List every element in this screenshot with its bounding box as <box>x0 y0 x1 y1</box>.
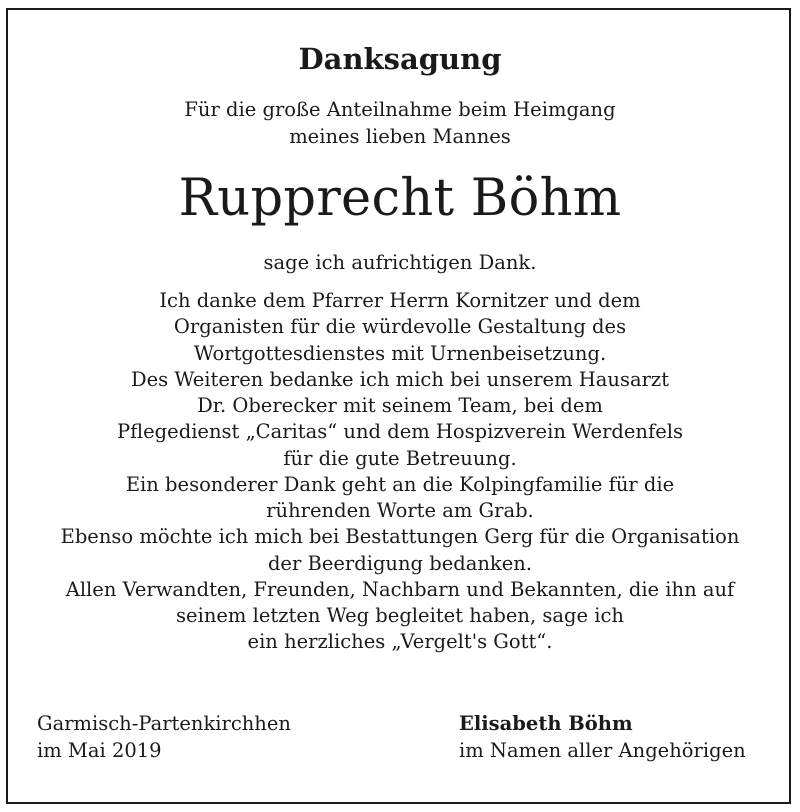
body-line: für die gute Betreuung. <box>283 446 517 470</box>
place-text: Garmisch-Partenkirchhen <box>37 712 291 735</box>
signer-name: Elisabeth Böhm <box>459 712 633 735</box>
body-line: Ebenso möchte ich mich bei Bestattungen Gerg für die Organisation <box>60 525 740 549</box>
body-line: Ich danke dem Pfarrer Herrn Kornitzer und dem <box>159 289 641 312</box>
body-line: Wortgottesdienstes mit Urnenbeisetzung. <box>193 341 607 365</box>
intro-text <box>0 96 800 150</box>
place-date-block <box>37 710 291 764</box>
body-line: Des Weiteren bedanke ich mich bei unserem Hausarzt <box>130 367 670 391</box>
body-line: rührenden Worte am Grab. <box>266 499 534 522</box>
body-paragraph <box>0 288 800 656</box>
body-line: ein herzliches „Vergelt's Gott“. <box>247 630 553 654</box>
signature-block <box>459 710 746 764</box>
notice-title: Danksagung <box>298 42 502 76</box>
signer-note: im Namen aller Angehörigen <box>459 739 746 762</box>
intro-line: Für die große Anteilnahme beim Heimgang <box>184 98 616 121</box>
date-text: im Mai 2019 <box>37 739 162 762</box>
thanks-line: sage ich aufrichtigen Dank. <box>263 251 537 274</box>
body-line: Pflegedienst „Caritas“ und dem Hospizverein Werdenfels <box>117 420 683 444</box>
body-line: Organisten für die würdevolle Gestaltung des <box>173 315 627 339</box>
intro-line: meines lieben Mannes <box>289 125 511 148</box>
body-line: Allen Verwandten, Freunden, Nachbarn und Bekannten, die ihn auf <box>65 577 735 601</box>
body-line: seinem letzten Weg begleitet haben, sage ich <box>176 604 624 627</box>
body-line: Dr. Oberecker mit seinem Team, bei dem <box>197 394 603 417</box>
deceased-name: Rupprecht Böhm <box>178 169 622 228</box>
body-line: der Beerdigung bedanken. <box>267 551 533 575</box>
body-line: Ein besonderer Dank geht an die Kolpingfamilie für die <box>125 472 675 496</box>
